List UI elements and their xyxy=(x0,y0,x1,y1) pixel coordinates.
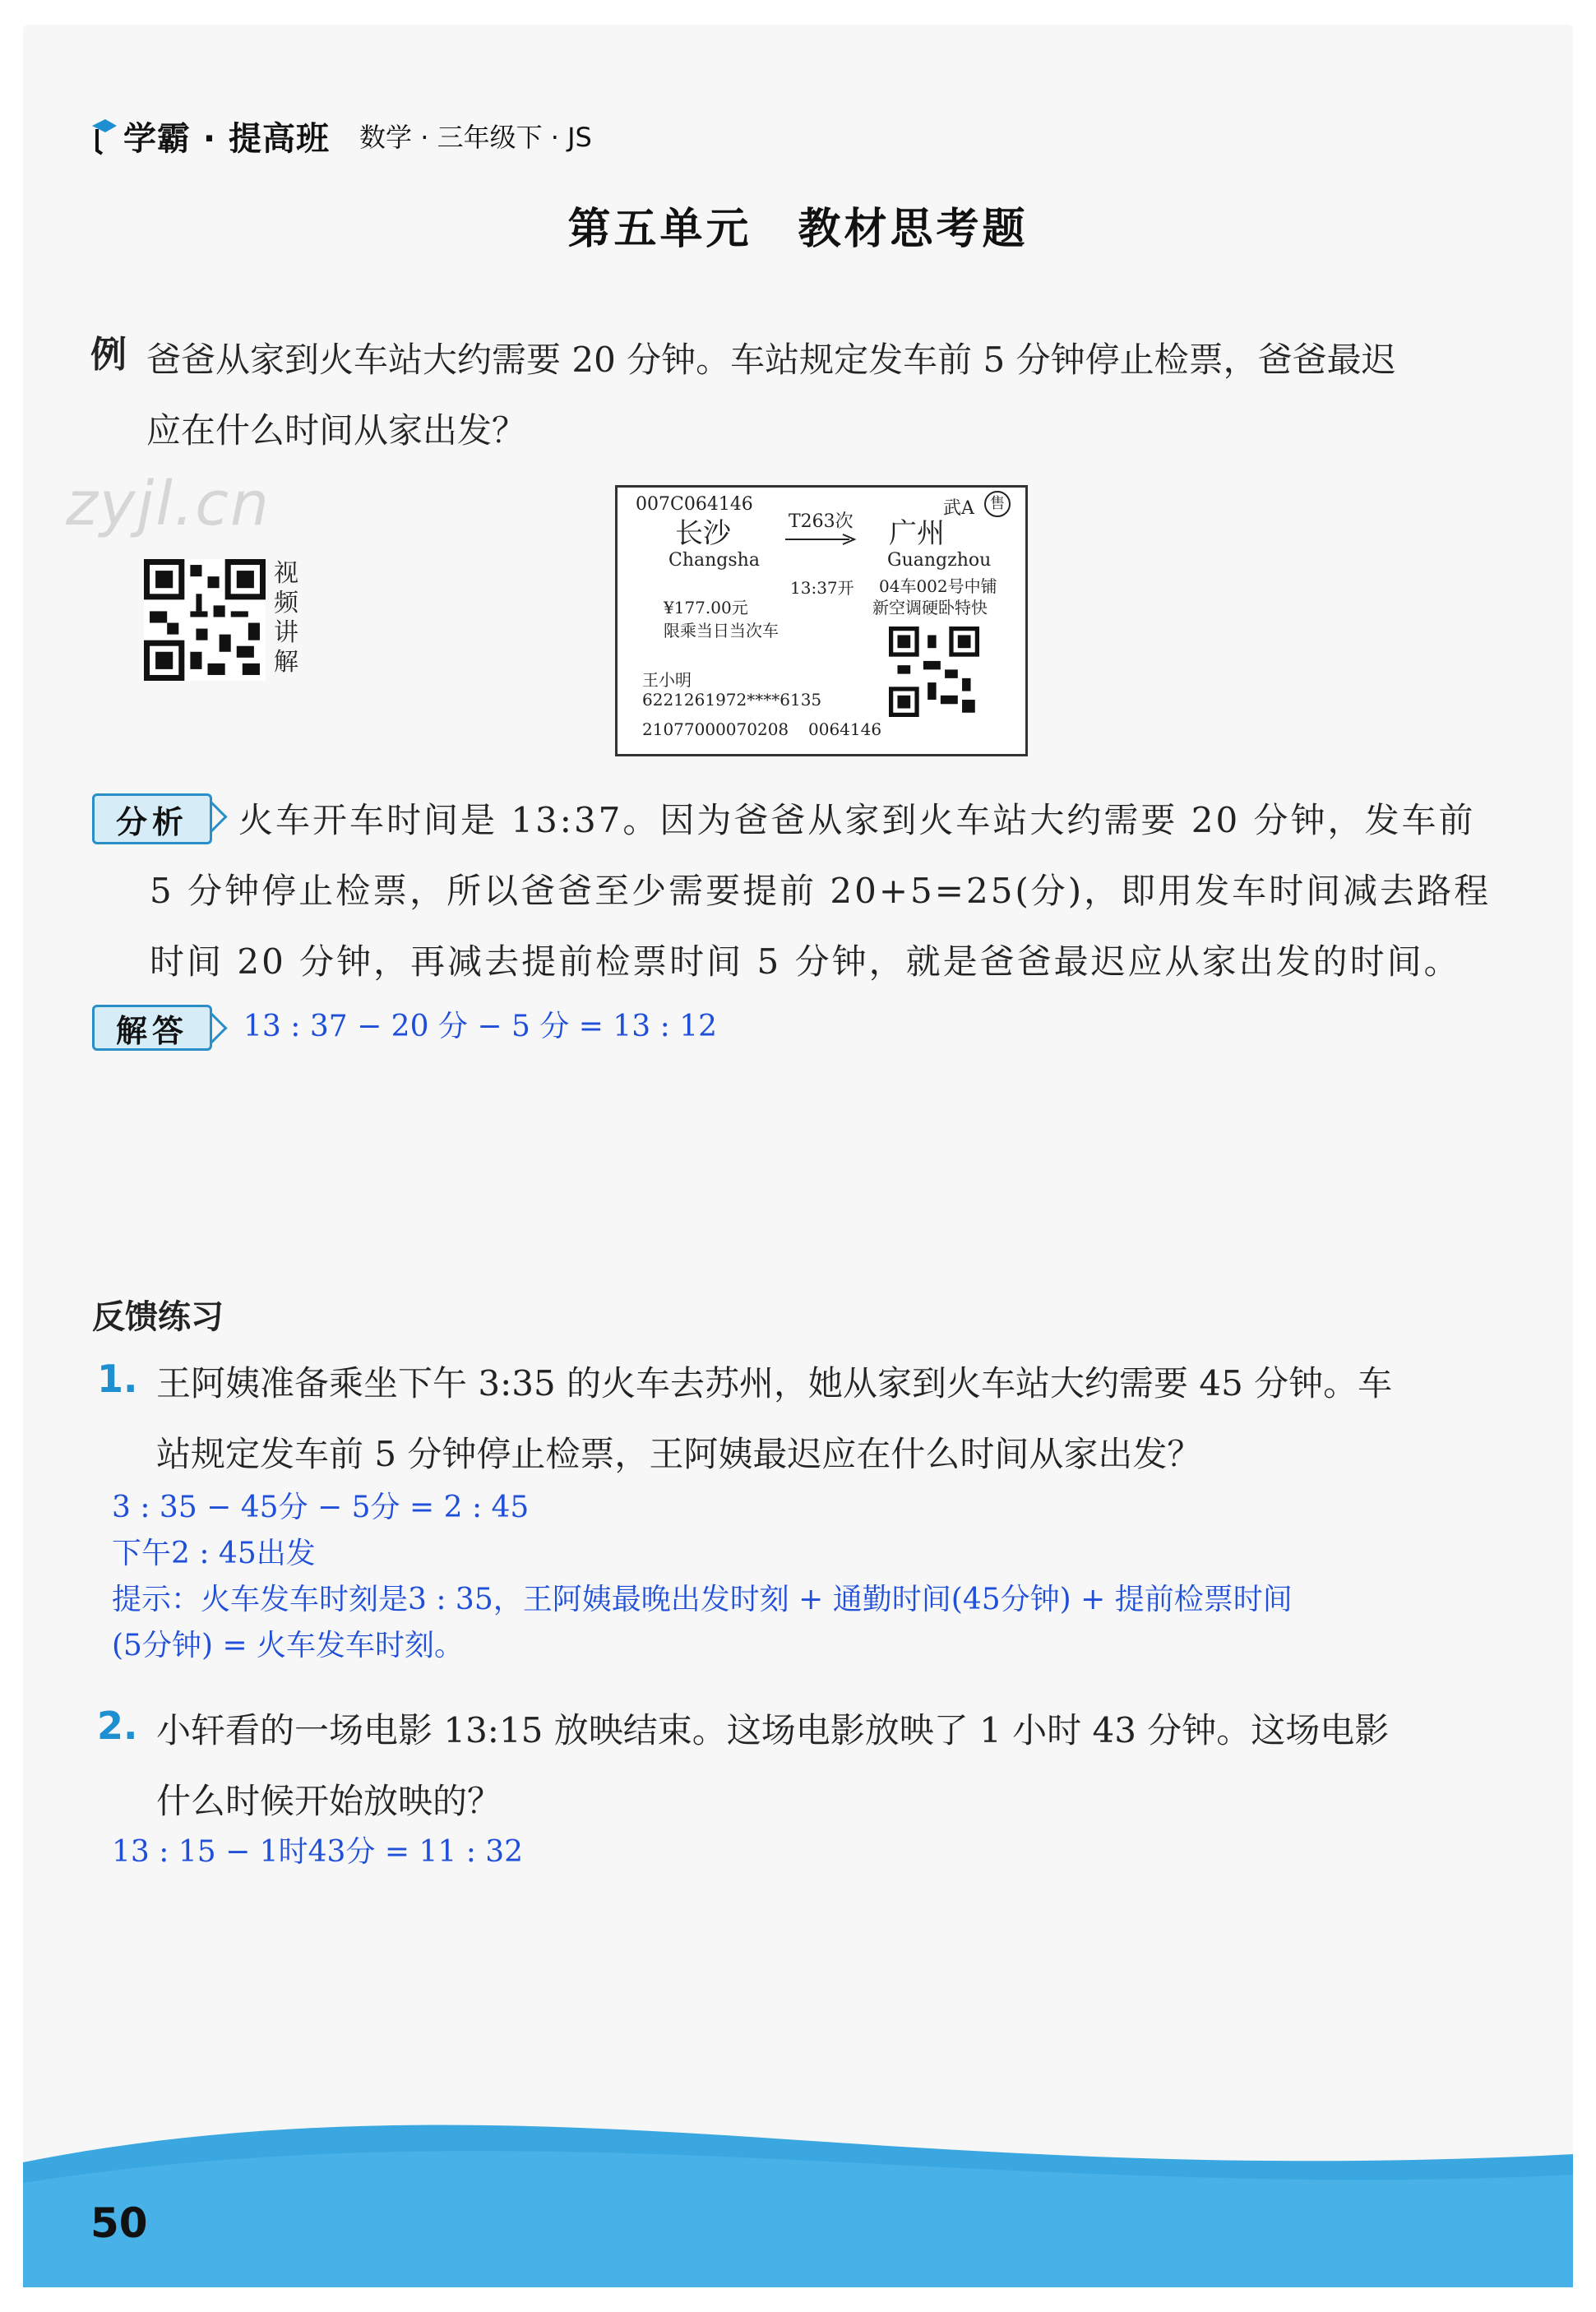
question-line: 王阿姨准备乘坐下午 3:35 的火车去苏州，她从家到火车站大约需要 45 分钟。车 xyxy=(156,1363,1393,1403)
analysis-text xyxy=(150,785,1506,997)
caption-char: 频 xyxy=(274,589,298,617)
graduation-cap-icon xyxy=(90,114,118,157)
ticket-qr-icon xyxy=(889,626,979,718)
sold-stamp: 售 xyxy=(984,491,1011,517)
example-label: 例 xyxy=(90,334,127,376)
ticket-serial: 21077000070208 xyxy=(642,719,789,739)
seat-info: 04车002号中铺 xyxy=(879,576,997,596)
from-station-en: Changsha xyxy=(668,550,760,571)
ticket-office: 武A xyxy=(943,498,974,519)
example-question xyxy=(146,325,1495,466)
qr-code-icon[interactable] xyxy=(144,559,266,681)
answer-text: 13 : 37 − 20 分 − 5 分 = 13 : 12 xyxy=(243,1010,718,1043)
caption-char: 解 xyxy=(274,648,298,677)
question-2-answer xyxy=(112,1829,1510,1875)
analysis-tag: 分析 xyxy=(92,793,212,844)
ticket-note: 限乘当日当次车 xyxy=(664,621,779,640)
answer-line: (5分钟) = 火车发车时刻。 xyxy=(112,1629,465,1662)
question-line: 什么时候开始放映的？ xyxy=(156,1781,502,1821)
caption-char: 讲 xyxy=(274,618,298,647)
question-1-text xyxy=(156,1348,1505,1490)
passenger-name: 王小明 xyxy=(642,670,692,690)
ticket-price: ¥177.00元 xyxy=(664,598,748,617)
question-line: 站规定发车前 5 分钟停止检票，王阿姨最迟应在什么时间从家出发？ xyxy=(156,1434,1202,1474)
train-ticket xyxy=(615,485,1028,756)
to-station: 广州 xyxy=(889,517,945,550)
analysis-line: 5 分钟停止检票，所以爸爸至少需要提前 20+5=25(分)，即用发车时间减去路程 xyxy=(150,871,1492,911)
example-line: 爸爸从家到火车站大约需要 20 分钟。车站规定发车前 5 分钟停止检票，爸爸最迟 xyxy=(146,340,1396,380)
subject-grade: 数学 · 三年级下 · JS xyxy=(359,122,592,153)
watermark: zyjl.cn xyxy=(66,469,271,539)
example-line: 应在什么时间从家出发？ xyxy=(146,410,527,451)
ticket-serial-2: 0064146 xyxy=(808,719,882,739)
passenger-id: 6221261972****6135 xyxy=(642,690,822,710)
depart-time: 13:37开 xyxy=(790,578,854,598)
answer-line: 13 : 15 − 1时43分 = 11 : 32 xyxy=(112,1835,524,1869)
to-station-en: Guangzhou xyxy=(887,550,992,571)
page-title: 第五单元 教材思考题 xyxy=(567,205,1029,254)
ticket-code: 007C064146 xyxy=(636,494,753,515)
caption-char: 视 xyxy=(274,559,298,588)
answer-tag: 解答 xyxy=(92,1005,212,1051)
brand-name: 学霸 · 提高班 xyxy=(123,119,331,158)
video-qr-block[interactable] xyxy=(144,559,302,681)
feedback-title: 反馈练习 xyxy=(92,1298,224,1336)
question-2-text xyxy=(156,1695,1505,1837)
question-line: 小轩看的一场电影 13:15 放映结束。这场电影放映了 1 小时 43 分钟。这场电影 xyxy=(156,1710,1390,1750)
train-number: T263次 xyxy=(789,511,854,532)
answer-line: 提示：火车发车时刻是3 : 35，王阿姨最晚出发时刻 + 通勤时间(45分钟) + 提前检票时间 xyxy=(112,1583,1293,1616)
video-caption xyxy=(274,559,302,677)
answer-line: 下午2 : 45出发 xyxy=(112,1537,316,1570)
arrow-icon xyxy=(785,534,856,545)
question-number: 1. xyxy=(97,1357,138,1401)
header xyxy=(90,107,592,164)
answer-line: 3 : 35 − 45分 − 5分 = 2 : 45 xyxy=(112,1491,530,1524)
analysis-line: 火车开车时间是 13:37。因为爸爸从家到火车站大约需要 20 分钟，发车前 xyxy=(238,800,1476,840)
question-number: 2. xyxy=(97,1704,138,1748)
question-1-answer xyxy=(112,1485,1510,1669)
train-class: 新空调硬卧特快 xyxy=(872,598,988,617)
page-number: 50 xyxy=(90,2199,148,2247)
analysis-line: 时间 20 分钟，再减去提前检票时间 5 分钟，就是爸爸最迟应从家出发的时间。 xyxy=(150,941,1461,982)
from-station: 长沙 xyxy=(675,517,731,550)
footer-wave xyxy=(23,2105,1573,2287)
